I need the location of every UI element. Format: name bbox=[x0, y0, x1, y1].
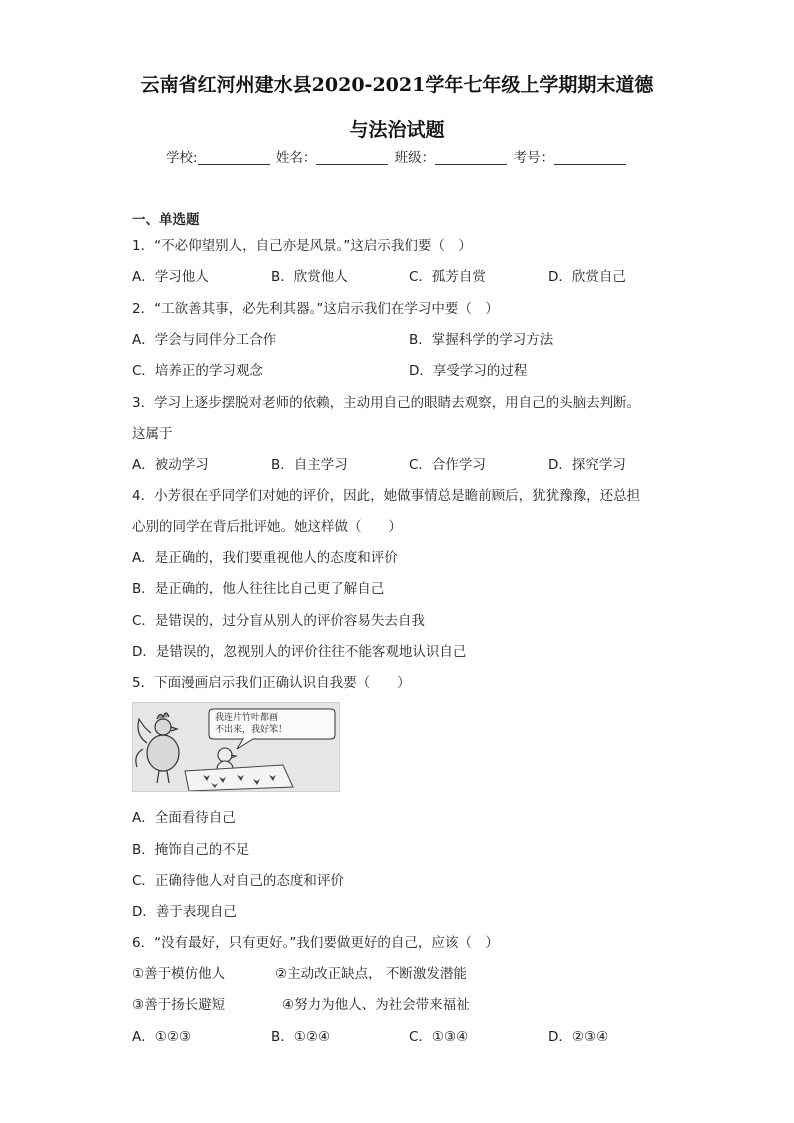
section-heading: 一、单选题 bbox=[132, 212, 200, 228]
q6-stem: 6．“没有最好，只有更好。”我们要做更好的自己，应该（ ） bbox=[132, 935, 499, 951]
q5-cartoon-image bbox=[132, 702, 340, 792]
q3-stem-line2: 这属于 bbox=[132, 426, 173, 442]
q6-statement-1: ①善于模仿他人 bbox=[132, 966, 226, 982]
q4-stem-line1: 4．小芳很在乎同学们对她的评价，因此，她做事情总是瞻前顾后，犹犹豫豫，还总担 bbox=[132, 488, 641, 504]
q2-stem: 2．“工欲善其事，必先利其器。”这启示我们在学习中要（ ） bbox=[132, 301, 499, 317]
q4-option-d: D．是错误的，忽视别人的评价往往不能客观地认识自己 bbox=[132, 644, 467, 660]
q3-option-d: D．探究学习 bbox=[548, 457, 626, 473]
q4-option-b: B．是正确的，他人往往比自己更了解自己 bbox=[132, 581, 385, 597]
q1-option-d: D．欣赏自己 bbox=[548, 269, 626, 285]
cartoon-bubble-line2: 不出来，我好笨！ bbox=[215, 725, 288, 735]
q1-option-a: A．学习他人 bbox=[132, 269, 209, 285]
q2-option-d: D．享受学习的过程 bbox=[409, 363, 528, 379]
q5-option-a: A．全面看待自己 bbox=[132, 810, 236, 826]
q4-option-a: A．是正确的，我们要重视他人的态度和评价 bbox=[132, 550, 398, 566]
class-blank bbox=[435, 150, 507, 165]
q6-option-c: C．①③④ bbox=[409, 1029, 469, 1045]
q5-option-c: C．正确待他人对自己的态度和评价 bbox=[132, 873, 344, 889]
school-blank bbox=[198, 150, 270, 165]
number-blank bbox=[554, 150, 626, 165]
class-label: 班级： bbox=[394, 150, 436, 166]
student-info-row bbox=[0, 146, 794, 166]
q2-option-a: A．学会与同伴分工合作 bbox=[132, 332, 277, 348]
q1-option-b: B．欣赏他人 bbox=[271, 269, 348, 285]
q6-statement-2: ②主动改正缺点， 不断激发潜能 bbox=[275, 966, 467, 982]
q1-option-c: C．孤芳自赏 bbox=[409, 269, 486, 285]
q3-stem-line1: 3．学习上逐步摆脱对老师的依赖，主动用自己的眼睛去观察，用自己的头脑去判断。 bbox=[132, 395, 641, 411]
q5-stem: 5．下面漫画启示我们正确认识自我要（ ） bbox=[132, 675, 411, 691]
q6-statement-3: ③善于扬长避短 bbox=[132, 997, 226, 1013]
q4-stem-line2: 心别的同学在背后批评她。她这样做（ ） bbox=[132, 519, 402, 535]
q6-statement-4: ④努力为他人、为社会带来福祉 bbox=[282, 997, 470, 1013]
q5-option-b: B．掩饰自己的不足 bbox=[132, 842, 250, 858]
q3-option-b: B．自主学习 bbox=[271, 457, 348, 473]
name-label: 姓名： bbox=[275, 150, 317, 166]
exam-title-line1: 云南省红河州建水县2020-2021学年七年级上学期期末道德 bbox=[140, 74, 654, 96]
q3-option-c: C．合作学习 bbox=[409, 457, 486, 473]
q6-option-a: A．①②③ bbox=[132, 1029, 192, 1045]
q3-option-a: A．被动学习 bbox=[132, 457, 209, 473]
q4-option-c: C．是错误的，过分盲从别人的评价容易失去自我 bbox=[132, 613, 425, 629]
q2-option-c: C．培养正的学习观念 bbox=[132, 363, 263, 379]
exam-title-line2: 与法治试题 bbox=[349, 119, 445, 141]
name-blank bbox=[316, 150, 388, 165]
school-label: 学校: bbox=[166, 150, 198, 166]
q1-stem: 1．“不必仰望别人，自己亦是风景。”这启示我们要（ ） bbox=[132, 238, 472, 254]
q6-option-b: B．①②④ bbox=[271, 1029, 331, 1045]
q5-option-d: D．善于表现自己 bbox=[132, 904, 237, 920]
q2-option-b: B．掌握科学的学习方法 bbox=[409, 332, 554, 348]
q6-option-d: D．②③④ bbox=[548, 1029, 609, 1045]
cartoon-bubble-text bbox=[215, 712, 287, 736]
cartoon-bubble-line1: 我连片竹叶都画 bbox=[215, 713, 279, 723]
number-label: 考号： bbox=[513, 150, 554, 166]
